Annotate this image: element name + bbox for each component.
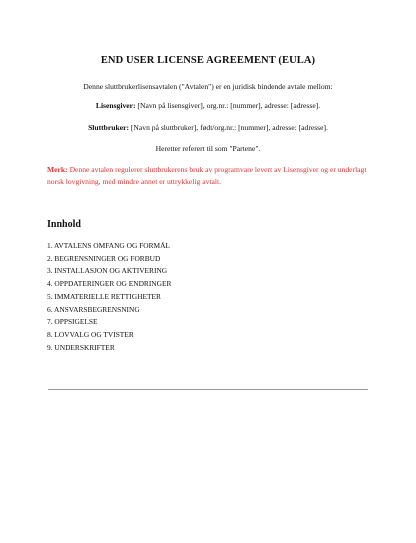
licensee-label: Sluttbruker: (88, 123, 129, 132)
toc-item: 1. AVTALENS OMFANG OG FORMÅL (47, 241, 170, 250)
note-paragraph (47, 164, 375, 188)
note-text: Denne avtalen regulerer sluttbrukerens bruk av programvare levert av Lisensgiver og er underlagt norsk lovgivning, med mindre annet er uttrykkelig avtalt. (47, 165, 367, 186)
toc-item: 8. LOVVALG OG TVISTER (47, 329, 134, 339)
licensor-details: [Navn på lisensgiver], org.nr.: [nummer], adresse: [adresse]. (135, 101, 321, 110)
document-title: END USER LICENSE AGREEMENT (EULA) (100, 55, 316, 66)
toc-item: 7. OPPSIGELSE (47, 317, 98, 327)
note-label: Merk: (47, 165, 68, 174)
horizontal-divider (48, 389, 368, 390)
licensor-line (20, 101, 396, 111)
toc-item: 2. BEGRENSNINGER OG FORBUD (47, 253, 161, 263)
licensee-line (20, 123, 396, 133)
parties-line: Heretter referert til som "Partene". (155, 144, 261, 153)
licensee-details: [Navn på sluttbruker], født/org.nr.: [nummer], adresse: [adresse]. (129, 123, 328, 132)
toc-item: 9. UNDERSKRIFTER (47, 342, 115, 352)
toc-heading: Innhold (47, 219, 81, 230)
intro-paragraph: Denne sluttbrukerlisensavtalen ("Avtalen") er en juridisk bindende avtale mellom: (83, 82, 333, 91)
licensor-label: Lisensgiver: (95, 101, 136, 110)
toc-list (47, 240, 171, 354)
toc-item: 3. INSTALLASJON OG AKTIVERING (47, 266, 168, 276)
toc-item: 6. ANSVARSBEGRENSNING (47, 304, 140, 314)
toc-item: 5. IMMATERIELLE RETTIGHETER (47, 291, 161, 301)
toc-item: 4. OPPDATERINGER OG ENDRINGER (47, 279, 172, 289)
